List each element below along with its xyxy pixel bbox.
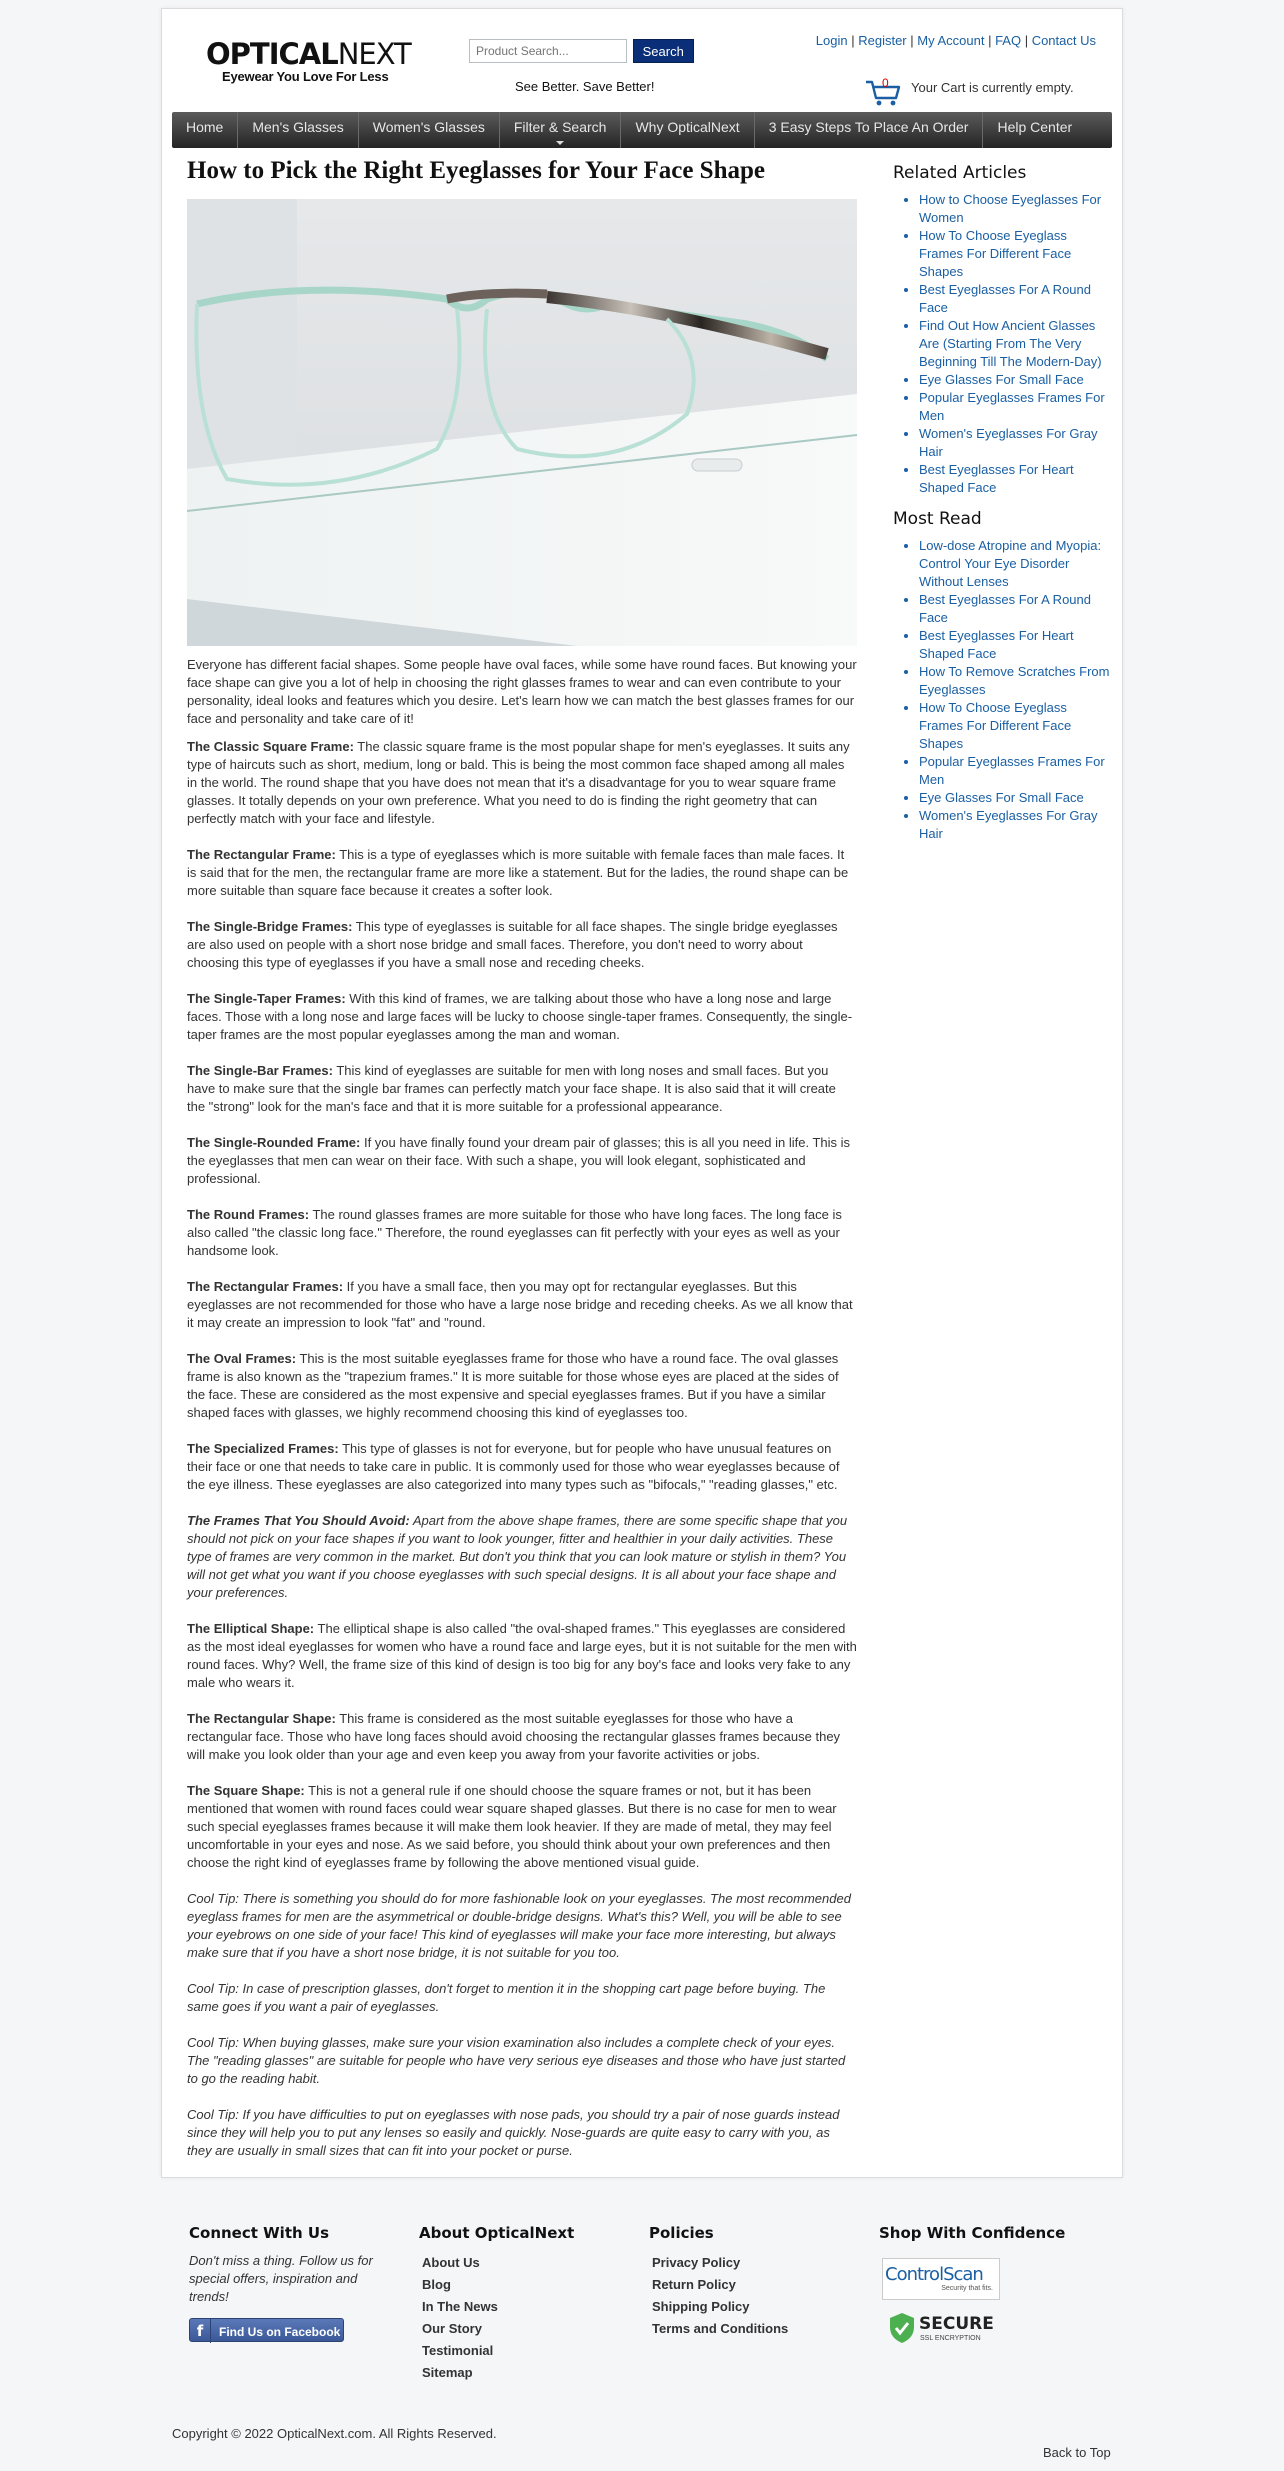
most-read-link[interactable]: • Best Eyeglasses For A Round Face [919, 591, 1113, 627]
related-article-link[interactable]: • How to Choose Eyeglasses For Women [919, 191, 1113, 227]
shield-check-icon [889, 2312, 915, 2344]
login-link[interactable]: Login [815, 33, 848, 48]
article-intro: Everyone has different facial shapes. Some people have oval faces, while some have round faces. But knowing your face shape can give you a lot of help in choosing the right glasses frames to wear and can even contribute to your personality, ideal looks and features which you desire. Let's learn how we can match the best glasses frames for our face and personality and take care of it! [187, 657, 857, 726]
cool-tip: Cool Tip: If you have difficulties to put on eyeglasses with nose pads, you should try a pair of nose guards instead since they will help you to put any lenses so easily and quickly. Nose-guards are quite easy to carry with you, as they are usually in small sizes that can fit into your pocket or purse. [187, 2107, 840, 2158]
section-heading: The Single-Taper Frames: [187, 991, 346, 1006]
footer-return-policy-link[interactable]: Return Policy [652, 2277, 736, 2292]
section-heading: The Rectangular Frames: [187, 1279, 344, 1294]
avoid-heading: The Frames That You Should Avoid: [187, 1513, 410, 1528]
most-read-link[interactable]: • Low-dose Atropine and Myopia: Control Your Eye Disorder Without Lenses [919, 537, 1113, 591]
related-article-link[interactable]: • How To Choose Eyeglass Frames For Different Face Shapes [919, 227, 1113, 281]
footer-connect [189, 2224, 389, 2342]
page-container [161, 8, 1123, 2178]
back-to-top-link[interactable]: Back to Top [1043, 2445, 1111, 2460]
section-paragraph: The Classic Square Frame: The classic square frame is the most popular shape for men's eyeglasses. It suits any type of haircuts such as short, medium, long or bald. This is being the most common face shaped among all males in the world. The round shape that you have does not mean that it's a disadvantage for you to wear square frame glasses. It totally depends on your own preference. What you need to do is finding the right geometry that can perfectly match with your face and lifestyle. [187, 739, 850, 826]
dropdown-caret-icon [556, 141, 564, 145]
cart-status-text: Your Cart is currently empty. [911, 80, 1074, 95]
logo-wordmark: OPTICALNEXT [206, 37, 411, 71]
section-heading: The Single-Bridge Frames: [187, 919, 353, 934]
most-read-link[interactable]: • How To Choose Eyeglass Frames For Different Face Shapes [919, 699, 1113, 753]
account-links: Login | Register | My Account | FAQ | Contact Us [815, 33, 1096, 48]
footer-policies-title: Policies [649, 2224, 714, 2242]
section-paragraph: The Single-Bridge Frames: This type of eyeglasses is suitable for all face shapes. The single bridge eyeglasses are also used on people with a short nose bridge and small faces. Therefore, you don't need to worry about choosing this type of eyeglasses if you have a small nose and receding cheeks. [187, 919, 838, 970]
related-article-link[interactable]: • Women's Eyeglasses For Gray Hair [919, 425, 1113, 461]
controlscan-badge[interactable] [882, 2258, 1000, 2300]
avoid-paragraph: The Frames That You Should Avoid: Apart from the above shape frames, there are some specific shape that you should not pick on your face shapes if you want to look younger, fitter and healthier in your daily activities. These type of frames are very common in the market. But don't you think that you can look mature or stylish in them? You will not get what you want if you choose eyeglasses with such special designs. It is all about your face shape and your preferences. [187, 1513, 848, 1600]
nav-three-steps[interactable]: 3 Easy Steps To Place An Order [755, 112, 984, 148]
most-read-list [893, 537, 1113, 843]
facebook-button-label: Find Us on Facebook [219, 2325, 341, 2339]
nav-why-opticalnext[interactable]: Why OpticalNext [621, 112, 754, 148]
most-read-link[interactable]: • How To Remove Scratches From Eyeglasses [919, 663, 1113, 699]
most-read-link[interactable]: • Popular Eyeglasses Frames For Men [919, 753, 1113, 789]
facebook-button[interactable] [189, 2318, 344, 2342]
cart-count: 0 [882, 76, 889, 90]
footer-shop-confidence [879, 2224, 1079, 2364]
related-article-link[interactable]: • Find Out How Ancient Glasses Are (Starting From The Very Beginning Till The Modern-Day) [919, 317, 1113, 371]
footer-about-title: About OpticalNext [419, 2224, 575, 2242]
footer-terms-link[interactable]: Terms and Conditions [652, 2321, 789, 2336]
section-paragraph: The Single-Rounded Frame: If you have finally found your dream pair of glasses; this is all you need in life. This is the eyeglasses that men can wear on their face. With such a shape, you will look elegant, sophisticated and professional. [187, 1135, 851, 1186]
cool-tip: Cool Tip: When buying glasses, make sure your vision examination also includes a complete check of your eyes. The "reading glasses" are suitable for people who have very serious eye diseases and those who have just started to go the reading habit. [187, 2035, 846, 2086]
related-article-link[interactable]: • Popular Eyeglasses Frames For Men [919, 389, 1113, 425]
header-tagline: See Better. Save Better! [515, 79, 655, 94]
logo-tagline: Eyewear You Love For Less [222, 69, 389, 84]
footer-our-story-link[interactable]: Our Story [422, 2321, 482, 2336]
related-articles-list [893, 191, 1113, 497]
section-heading: The Single-Bar Frames: [187, 1063, 333, 1078]
section-heading: The Oval Frames: [187, 1351, 297, 1366]
nav-filter-search-label: Filter & Search [513, 119, 607, 135]
section-paragraph: The Square Shape: This is not a general rule if one should choose the square frames or not, but it has been mentioned that women with round faces could wear square shaped glasses. But there is no case for men to wear such special eyeglasses frames because it will make them look heavier. If they are made of metal, they may feel uncomfortable in your eyes and nose. As we said before, you should think about your own preferences and then choose the right kind of eyeglasses frame by following the above mentioned visual guide. [187, 1783, 837, 1870]
controlscan-subtitle: Security that fits. [941, 2285, 993, 2292]
site-logo[interactable] [206, 37, 411, 89]
secure-label: SECURE [919, 2314, 994, 2334]
section-heading: The Square Shape: [187, 1783, 305, 1798]
main-nav [172, 112, 1112, 148]
section-heading: The Round Frames: [187, 1207, 310, 1222]
most-read-link[interactable]: • Best Eyeglasses For Heart Shaped Face [919, 627, 1113, 663]
section-paragraph: The Rectangular Frames: If you have a small face, then you may opt for rectangular eyeglasses. But this eyeglasses are not recommended for those who have a large nose bridge and receding cheeks. As we all know that it may create an impression to look "fat" and "round. [187, 1279, 853, 1330]
related-articles-title: Related Articles [893, 163, 1027, 183]
facebook-icon: f [190, 2319, 211, 2343]
section-heading: The Rectangular Shape: [187, 1711, 336, 1726]
section-paragraph: The Single-Taper Frames: With this kind of frames, we are talking about those who have a long nose and large faces. Those with a long nose and large faces will be lucky to choose single-taper frames. Consequently, the single-taper frames are the most popular eyeglasses among the man and woman. [187, 991, 853, 1042]
search-form [469, 39, 694, 63]
register-link[interactable]: Register [858, 33, 907, 48]
article [187, 157, 857, 2178]
ssl-secure-badge[interactable] [889, 2310, 999, 2346]
section-heading: The Rectangular Frame: [187, 847, 336, 862]
cool-tip: Cool Tip: In case of prescription glasses, don't forget to mention it in the shopping cart page before buying. The same goes if you want a pair of eyeglasses. [187, 1981, 826, 2014]
footer-shipping-policy-link[interactable]: Shipping Policy [652, 2299, 750, 2314]
search-button[interactable]: Search [633, 39, 694, 63]
nav-help-center[interactable]: Help Center [997, 119, 1073, 135]
my-account-link[interactable]: My Account [917, 33, 985, 48]
nav-womens-glasses[interactable]: Women's Glasses [359, 112, 500, 148]
most-read-link[interactable]: • Women's Eyeglasses For Gray Hair [919, 807, 1113, 843]
footer-connect-title: Connect With Us [189, 2224, 329, 2242]
footer-about-us-link[interactable]: About Us [422, 2255, 480, 2270]
related-article-link[interactable]: • Best Eyeglasses For A Round Face [919, 281, 1113, 317]
footer-about [419, 2224, 619, 2384]
section-paragraph: The Specialized Frames: This type of glasses is not for everyone, but for people who have unusual features on their face or one that needs to take care in public. It is commonly used for those who wear eyeglasses because of the eye illness. These eyeglasses are also categorized into many types such as "bifocals," "reading glasses," etc. [187, 1441, 840, 1492]
nav-mens-glasses[interactable]: Men's Glasses [238, 112, 358, 148]
nav-home[interactable]: Home [172, 112, 238, 148]
footer-in-the-news-link[interactable]: In The News [422, 2299, 498, 2314]
section-heading: The Elliptical Shape: [187, 1621, 315, 1636]
section-paragraph: The Oval Frames: This is the most suitable eyeglasses frame for those who have a round face. The oval glasses frame is also known as the "trapezium frames." It is more suitable for those whose eyes are placed at the sides of the face. These are considered as the most expensive and special eyeglasses frames. But if you have a similar shaped faces with glasses, we highly recommend choosing this kind of eyeglasses too. [187, 1351, 839, 1420]
cart-summary[interactable] [865, 71, 1125, 111]
hero-eyeglasses-image [187, 199, 857, 646]
controlscan-wordmark: ControlScan [885, 2264, 983, 2285]
related-article-link[interactable]: • Best Eyeglasses For Heart Shaped Face [919, 461, 1113, 497]
section-paragraph: The Single-Bar Frames: This kind of eyeglasses are suitable for men with long noses and small faces. But you have to make sure that the single bar frames can perfectly match your face shape. It is also said that it will create the "strong" look for the man's face and that it is more suitable for a professional appearance. [187, 1063, 836, 1114]
footer-sitemap-link[interactable]: Sitemap [422, 2365, 473, 2380]
sidebar [893, 157, 1113, 855]
section-paragraph: The Round Frames: The round glasses frames are more suitable for those who have long faces. The long face is also called "the classic long face." Therefore, the round eyeglasses can fit perfectly with your eyes as well as your handsome look. [187, 1207, 842, 1258]
footer-shop-title: Shop With Confidence [879, 2224, 1066, 2242]
most-read-link[interactable]: • Eye Glasses For Small Face [919, 789, 1113, 807]
search-input[interactable] [469, 39, 627, 63]
footer-blog-link[interactable]: Blog [422, 2277, 451, 2292]
section-heading: The Specialized Frames: [187, 1441, 339, 1456]
section-heading: The Classic Square Frame: [187, 739, 354, 754]
footer-policies [649, 2224, 849, 2340]
footer-connect-desc: Don't miss a thing. Follow us for special offers, inspiration and trends! [189, 2253, 373, 2304]
faq-link[interactable]: FAQ [995, 33, 1022, 48]
footer-privacy-policy-link[interactable]: Privacy Policy [652, 2255, 741, 2270]
most-read-title: Most Read [893, 509, 982, 529]
contact-us-link[interactable]: Contact Us [1031, 33, 1096, 48]
cool-tip: Cool Tip: There is something you should do for more fashionable look on your eyeglasses. The most recommended eyeglass frames for men are the asymmetrical or double-bridge designs. What's this? Well, you will be able to see your eyebrows on one side of your face! This kind of eyeglasses will make your face more interesting, but always make sure that if you have a short nose bridge, it is not suitable for you too. [187, 1891, 851, 1960]
nav-filter-search[interactable] [500, 112, 622, 148]
footer-testimonial-link[interactable]: Testimonial [422, 2343, 494, 2358]
article-title: How to Pick the Right Eyeglasses for Your Face Shape [187, 157, 765, 184]
ssl-encryption-label: SSL ENCRYPTION [920, 2335, 981, 2342]
section-heading: The Single-Rounded Frame: [187, 1135, 361, 1150]
section-paragraph: The Rectangular Shape: This frame is considered as the most suitable eyeglasses for those who have a rectangular face. Those who have long faces should avoid choosing the rectangular glasses frames because they will make you look older than your age and even keep you away from your favorite activities or jobs. [187, 1711, 841, 1762]
related-article-link[interactable]: • Eye Glasses For Small Face [919, 371, 1113, 389]
copyright: Copyright © 2022 OpticalNext.com. All Rights Reserved. [172, 2426, 497, 2441]
section-paragraph: The Rectangular Frame: This is a type of eyeglasses which is more suitable with female faces than male faces. It is said that for the men, the rectangular frame are more like a statement. But for the ladies, the round shape can be more suitable than square face because it creates a softer look. [187, 847, 849, 898]
section-paragraph: The Elliptical Shape: The elliptical shape is also called "the oval-shaped frames." This eyeglasses are considered as the most ideal eyeglasses for women who have a round face and large eyes, but it is not suitable for the men with round faces. Why? Well, the frame size of this kind of design is too big for any boy's face and looks very fake to any male who wears it. [187, 1621, 857, 1690]
